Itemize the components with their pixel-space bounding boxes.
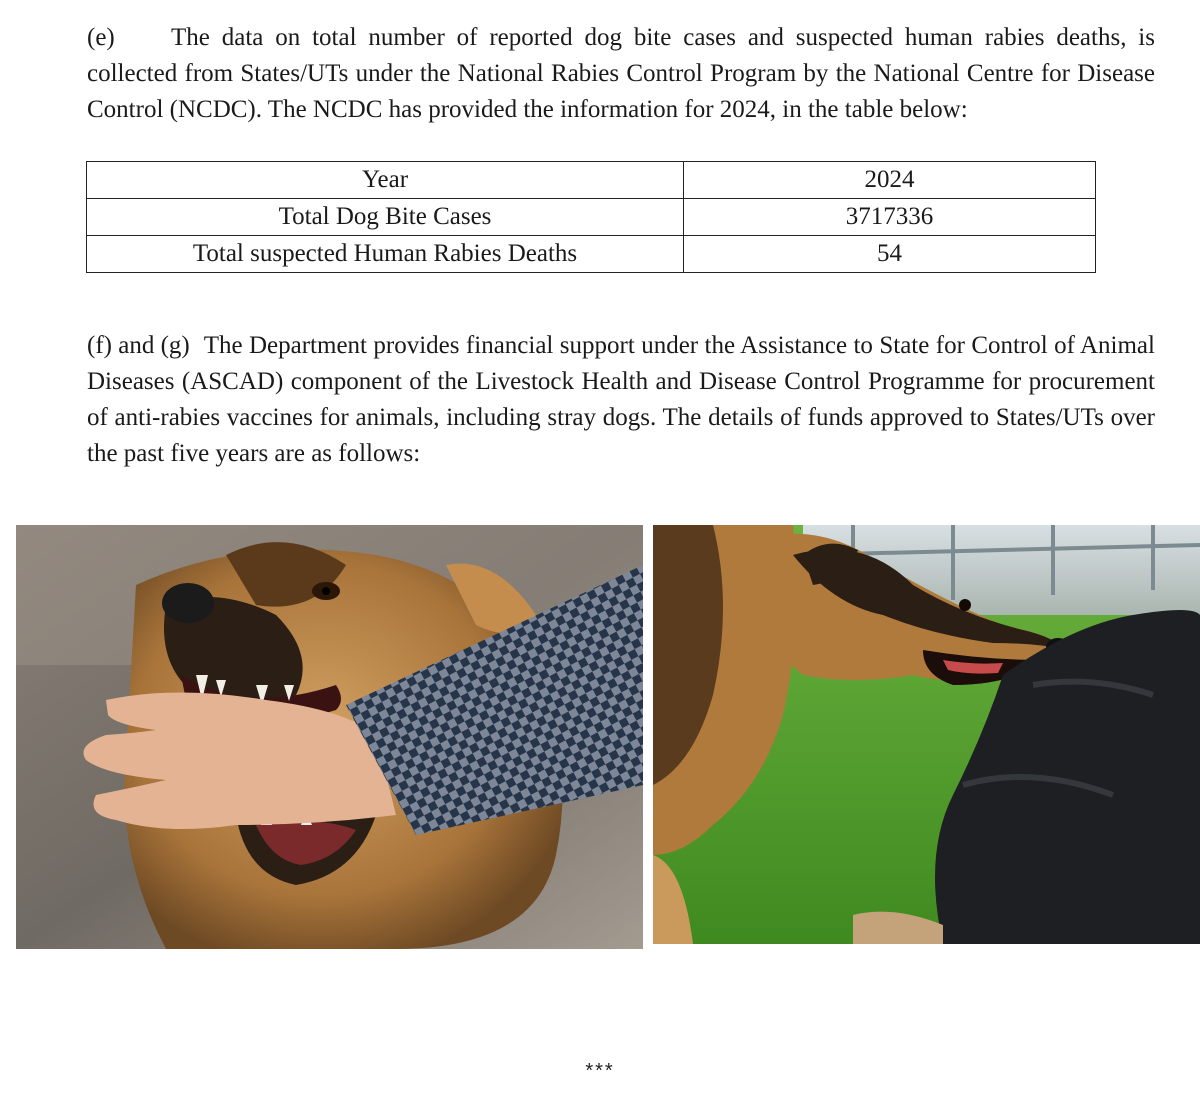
table-cell-label: Total suspected Human Rabies Deaths	[87, 236, 684, 273]
dog-bite-data-table	[86, 161, 1096, 273]
paragraph-fg-text: The Department provides financial support under the Assistance to State for Control of Animal Diseases (ASCAD) component of the Livestock Health and Disease Control Programme for procurement of anti-rabies vaccines for animals, including stray dogs. The details of funds approved to States/UTs over the past five years are as follows:	[87, 332, 1155, 467]
table-cell-label: Year	[87, 162, 684, 199]
dog-biting-leg-illustration	[653, 525, 1200, 944]
table-cell-value: 2024	[684, 162, 1096, 199]
table-cell-value: 54	[684, 236, 1096, 273]
end-of-document-marker: ***	[585, 1060, 615, 1082]
paragraph-fg	[87, 328, 1155, 472]
table-row	[87, 199, 1096, 236]
paragraph-e-label: (e)	[87, 24, 115, 51]
paragraph-fg-label: (f) and (g)	[87, 332, 190, 359]
table-row	[87, 162, 1096, 199]
paragraph-e-text: The data on total number of reported dog bite cases and suspected human rabies deaths, is collected from States/UTs under the National Rabies Control Program by the National Centre for Disease Control (NCDC). The NCDC has provided the information for 2024, in the table below:	[87, 24, 1155, 123]
table-row	[87, 236, 1096, 273]
paragraph-e	[87, 20, 1155, 128]
table-cell-label: Total Dog Bite Cases	[87, 199, 684, 236]
table-cell-value: 3717336	[684, 199, 1096, 236]
dog-biting-hand-illustration	[16, 525, 643, 949]
dog-biting-hand-photo	[16, 525, 643, 949]
dog-biting-leg-photo	[653, 525, 1200, 944]
